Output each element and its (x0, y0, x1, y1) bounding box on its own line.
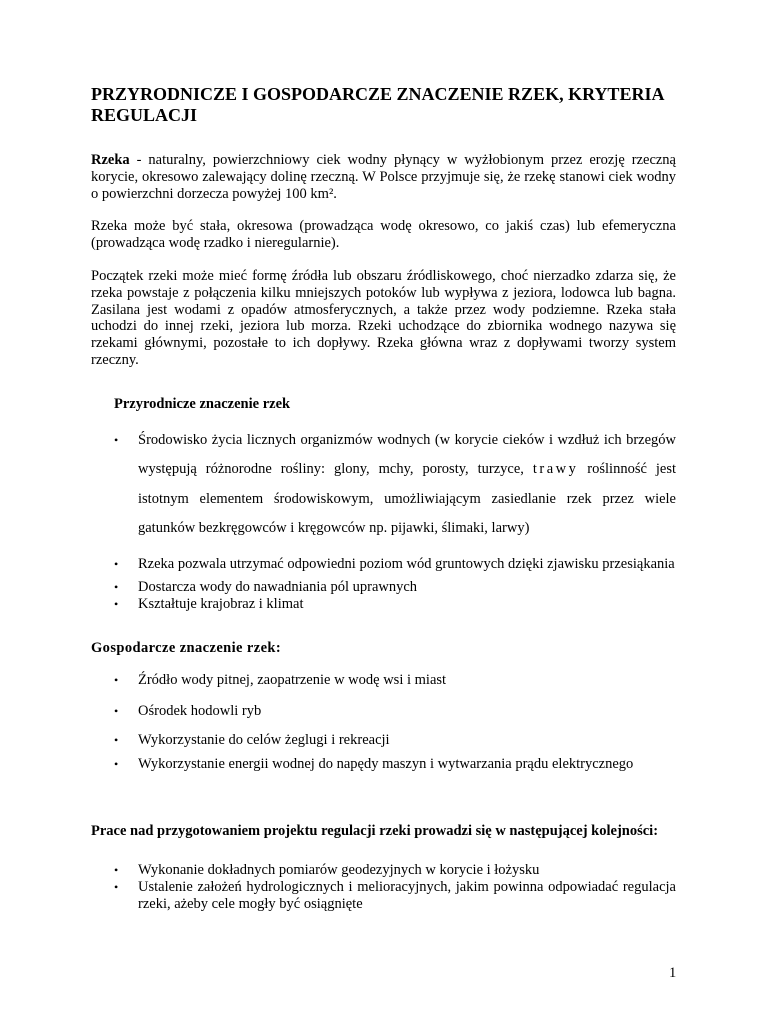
list-item (91, 579, 676, 596)
bullet-icon: • (114, 556, 119, 571)
intro-term: Rzeka (91, 152, 130, 168)
regulation-heading: Prace nad przygotowaniem projektu regulacji rzeki prowadzi się w następującej kolejności: (91, 823, 659, 840)
bullet-icon: • (114, 704, 119, 719)
intro-definition: - naturalny, powierzchniowy ciek wodny płynący w wyżłobionym przez erozję rzeczną korycie, okresowo zalewający dolinę rzeczną. W Polsce przyjmuje się, że rzekę stanowi ciek wodny o powierzchni dorzecza powyżej 100 km². (91, 152, 676, 202)
list-item-text: Wykorzystanie energii wodnej do napędy maszyn i wytwarzania prądu elektrycznego (138, 756, 634, 773)
list-item (91, 879, 676, 913)
intro-paragraph (91, 152, 676, 202)
bullet-icon: • (114, 880, 119, 895)
regulation-steps-list (91, 862, 676, 913)
bullet-icon: • (114, 580, 119, 595)
list-item-text-spaced: trawy (532, 461, 579, 478)
natural-significance-heading: Przyrodnicze znaczenie rzek (114, 395, 291, 412)
list-item (91, 756, 676, 773)
document-title: PRZYRODNICZE I GOSPODARCZE ZNACZENIE RZEK, KRYTERIA REGULACJI (91, 84, 664, 125)
page-number: 1 (669, 965, 677, 981)
list-item (91, 550, 676, 580)
list-item-text: Ustalenie założeń hydrologicznych i melioracyjnych, jakim powinna odpowiadać regulacja rzeki, ażeby cele mogły być osiągnięte (138, 879, 676, 913)
economic-significance-heading: Gospodarcze znaczenie rzek: (91, 640, 282, 657)
economic-significance-list (91, 672, 676, 773)
river-types-paragraph: Rzeka może być stała, okresowa (prowadząca wodę okresowo, co jakiś czas) lub efemeryczna (prowadząca wodę rzadko i nieregularnie). (91, 218, 676, 252)
list-item-text: roślinność jest istotnym elementem środowiskowym, umożliwiającym zasiedlanie rzek przez wiele gatunków bezkręgowców i kręgowców np. pijawki, ślimaki, larwy) (138, 461, 676, 537)
list-item-text: Wykorzystanie do celów żeglugi i rekreacji (138, 732, 390, 749)
list-item-text: Dostarcza wody do nawadniania pól uprawnych (138, 579, 418, 596)
list-item (91, 732, 676, 749)
page-content (91, 84, 676, 913)
bullet-icon: • (114, 733, 119, 748)
river-origin-paragraph: Początek rzeki może mieć formę źródła lub obszaru źródliskowego, choć nierzadko zdarza się, że rzeka powstaje z połączenia kilku mniejszych potoków lub wypływa z jeziora, lodowca lub bagna. Zasilana jest wodami z opadów atmosferycznych, a także przez wody podziemne. Rzeka stała uchodzi do innej rzeki, jeziora lub morza. Rzeki uchodzące do zbiornika wodnego nazywa się rzekami głównymi, pozostałe to ich dopływy. Rzeka główna wraz z dopływami tworzy system rzeczny. (91, 267, 676, 368)
bullet-icon: • (114, 597, 119, 612)
list-item (91, 862, 676, 879)
list-item (91, 596, 676, 613)
list-item-text: Ośrodek hodowli ryb (138, 703, 262, 720)
list-item-text: Kształtuje krajobraz i klimat (138, 596, 304, 613)
list-item-text: Źródło wody pitnej, zaopatrzenie w wodę wsi i miast (138, 672, 447, 689)
bullet-icon: • (114, 432, 119, 447)
list-item-text: Rzeka pozwala utrzymać odpowiedni poziom wód gruntowych dzięki zjawisku przesiąkania (138, 555, 675, 572)
list-item (91, 672, 676, 689)
natural-significance-list (91, 426, 676, 614)
list-item (91, 426, 676, 544)
bullet-icon: • (114, 863, 119, 878)
bullet-icon: • (114, 757, 119, 772)
list-item-text: Wykonanie dokładnych pomiarów geodezyjnych w korycie i łożysku (138, 862, 540, 879)
list-item-text: Środowisko życia licznych organizmów wodnych (w korycie cieków i wzdłuż ich brzegów występują różnorodne rośliny: glony, mchy, porosty, turzyce, (138, 431, 676, 478)
bullet-icon: • (114, 673, 119, 688)
list-item (91, 703, 676, 720)
